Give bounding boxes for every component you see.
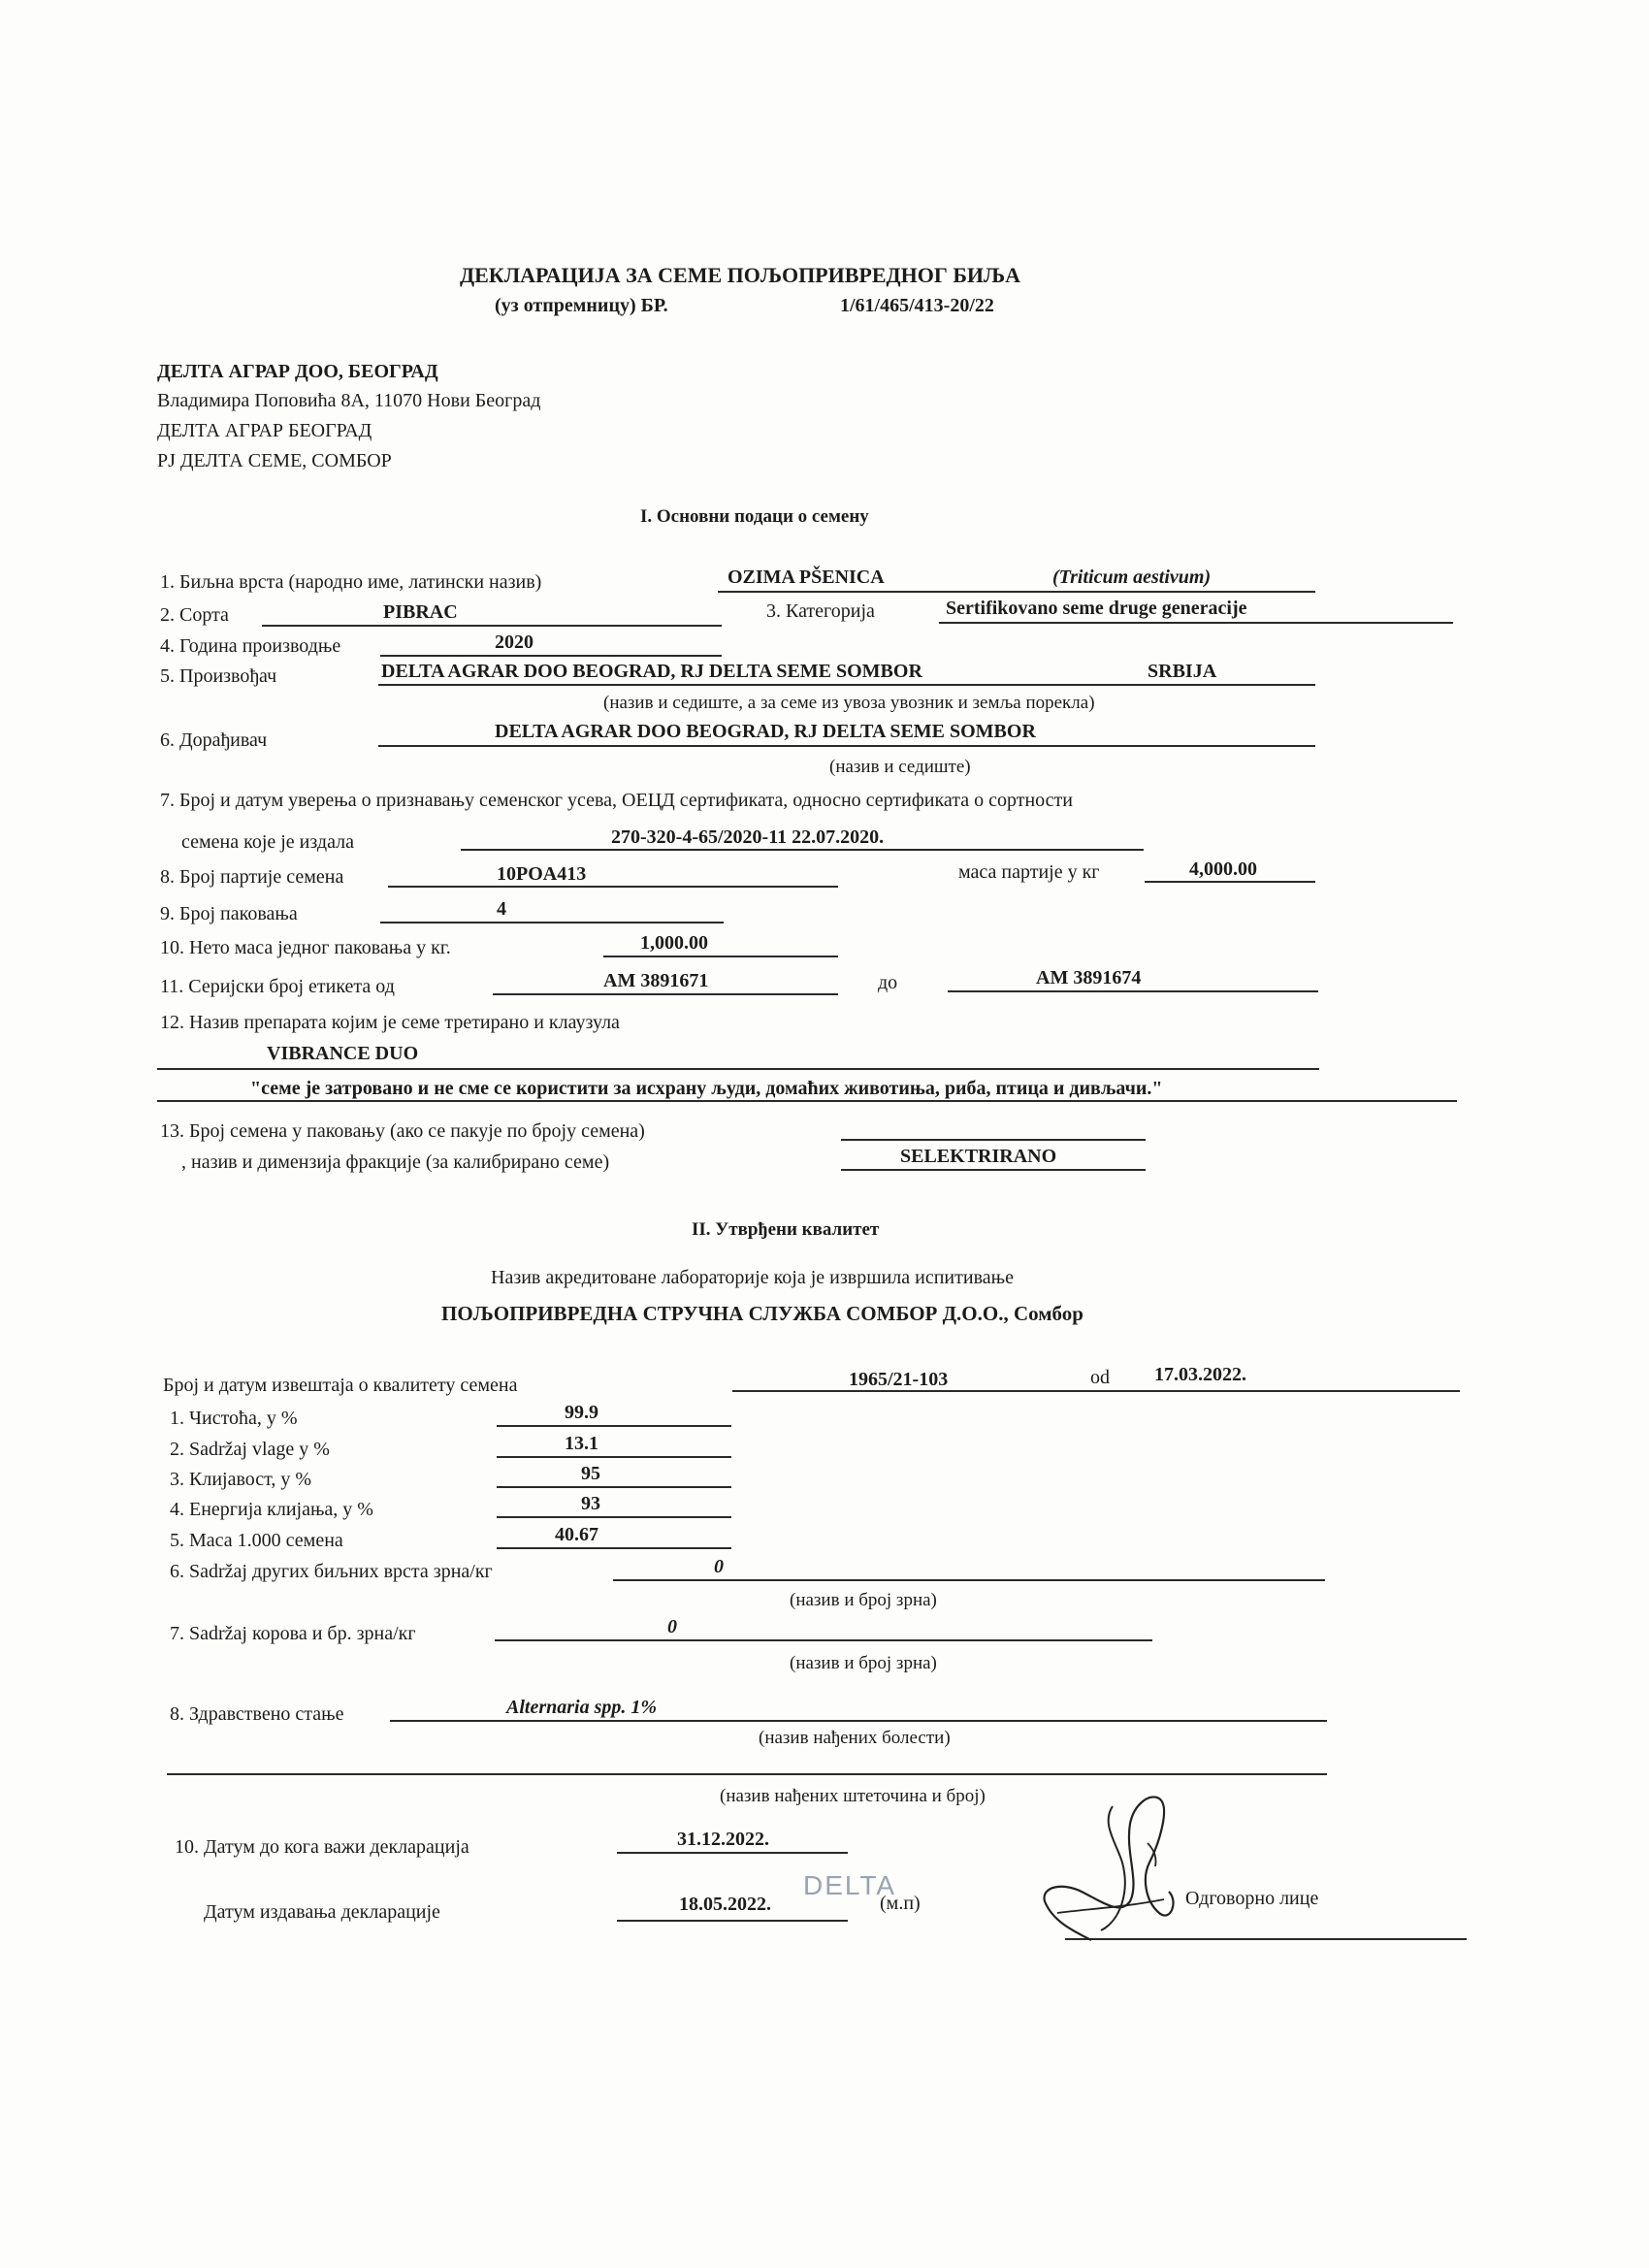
producer-label: 5. Произвођач [160,665,277,687]
weed-label: 7. Sadržaj корова и бр. зрна/кг [170,1623,416,1644]
treatment-line [157,1068,1319,1070]
purity-value: 99.9 [565,1402,598,1423]
lab-label: Назив акредитоване лабораторије која је извршила испитивање [491,1267,1014,1288]
issue-value: 18.05.2022. [679,1894,771,1915]
report-od: od [1090,1367,1110,1388]
net-mass-label: 10. Нето маса једног паковања у кг. [160,937,451,958]
lab-value: ПОЉОПРИВРЕДНА СТРУЧНА СЛУЖБА СОМБОР Д.О.О., Сомбор [441,1302,1083,1325]
count-label-2: , назив и димензија фракције (за калибрирано семе) [181,1151,610,1173]
net-mass-line [603,956,838,957]
cert-line [461,849,1144,851]
cert-value: 270-320-4-65/2020-11 22.07.2020. [611,826,885,848]
category-line [939,622,1453,624]
health-note: (назив нађених болести) [759,1728,951,1748]
health-label: 8. Здравствено стање [170,1703,344,1725]
labels-to-label: до [878,972,898,993]
packages-value: 4 [497,898,506,920]
variety-label: 2. Сорта [160,604,229,626]
category-value: Sertifikovano seme druge generacije [946,598,1247,619]
tkw-line [497,1547,731,1549]
year-label: 4. Година производње [160,635,341,657]
energy-label: 4. Енергија клијања, у % [170,1499,373,1520]
producer-country: SRBIJA [1148,661,1217,682]
treatment-clause: "семе је затровано и не сме се користити за исхрану људи, домаћих животиња, риба, птица и дивљачи." [250,1078,1163,1099]
company-address: Владимира Поповића 8А, 11070 Нови Београд [157,390,541,411]
germination-value: 95 [581,1463,600,1484]
responsible-person: Одговорно лице [1185,1888,1319,1909]
processor-line [378,745,1315,747]
moisture-line [497,1456,731,1458]
cert-label-2: семена које је издала [181,831,355,853]
processor-value: DELTA AGRAR DOO BEOGRAD, RJ DELTA SEME SOMBOR [495,721,1036,742]
treatment-value: VIBRANCE DUO [267,1043,419,1064]
company-line3: ДЕЛТА АГРАР БЕОГРАД [157,420,372,441]
document-title: ДЕКЛАРАЦИЈА ЗА СЕМЕ ПОЉОПРИВРЕДНОГ БИЉА [460,263,1020,287]
lot-value: 10POA413 [497,863,587,885]
valid-label: 10. Датум до кога важи декларација [175,1836,469,1858]
processor-label: 6. Дорађивач [160,729,268,751]
category-label: 3. Категорија [766,600,875,622]
count-line-2 [841,1169,1146,1171]
other-species-note: (назив и број зрна) [790,1590,937,1610]
packages-line [380,922,724,923]
health-value: Alternaria spp. 1% [506,1697,658,1718]
other-species-label: 6. Sadržaj других биљних врста зрна/кг [170,1561,493,1582]
species-line [718,591,1315,593]
germination-label: 3. Клијавост, у % [170,1469,312,1490]
issue-line [617,1920,848,1922]
purity-line [497,1425,731,1427]
report-date: 17.03.2022. [1154,1364,1246,1385]
species-latin: (Triticum aestivum) [1052,567,1212,588]
weed-value: 0 [667,1616,677,1637]
purity-label: 1. Чистоћа, у % [170,1408,298,1429]
year-line [380,655,722,657]
report-label: Број и датум извештаја о квалитету семена [163,1375,518,1396]
labels-to-line [948,990,1318,992]
tkw-value: 40.67 [555,1524,598,1545]
count-value: SELEKTRIRANO [900,1146,1057,1167]
labels-label: 11. Серијски број етикета од [160,976,395,997]
weed-note: (назив и број зрна) [790,1653,937,1673]
weed-line [495,1639,1152,1641]
producer-line [378,684,1315,686]
treatment-label: 12. Назив препарата којим је семе третирано и клаузула [160,1012,620,1033]
moisture-value: 13.1 [565,1433,598,1454]
section1-title: I. Основни подаци о семену [640,506,869,527]
lot-mass-label: маса партије у кг [958,861,1100,883]
producer-note: (назив и седиште, а за семе из увоза увозник и земља порекла) [603,693,1095,713]
valid-line [617,1852,848,1854]
health-line [390,1720,1327,1722]
report-line [732,1390,1460,1392]
species-value: OZIMA PŠENICA [728,567,885,588]
clause-line [157,1100,1457,1102]
count-label-1: 13. Број семена у паковању (ако се пакује по броју семена) [160,1120,645,1142]
species-label: 1. Биљна врста (народно име, латински назив) [160,571,542,593]
packages-label: 9. Број паковања [160,903,298,924]
labels-to: AM 3891674 [1036,967,1142,988]
labels-from-line [493,993,838,995]
lot-line [388,886,838,888]
signature-icon [1033,1785,1188,1950]
variety-line [262,625,722,627]
labels-from: AM 3891671 [603,970,709,991]
lot-label: 8. Број партије семена [160,866,344,888]
company-line4: РЈ ДЕЛТА СЕМЕ, СОМБОР [157,450,392,471]
energy-line [497,1516,731,1518]
report-number: 1965/21-103 [849,1369,949,1390]
document-number: 1/61/465/413-20/22 [840,295,994,316]
year-value: 2020 [495,632,534,653]
stamp-text: DELTA [803,1870,897,1900]
processor-note: (назив и седиште) [829,757,971,777]
lot-mass-line [1145,881,1315,883]
variety-value: PIBRAC [383,601,458,623]
cert-label-1: 7. Број и датум уверења о признавању семенског усева, ОЕЦД сертификата, односно сертификата о сортности [160,790,1073,811]
other-species-line [613,1579,1325,1581]
other-species-value: 0 [714,1556,724,1577]
pest-line [167,1773,1327,1775]
document-subtitle: (уз отпремницу) БР. [495,295,668,316]
issue-label: Датум издавања декларације [204,1901,440,1923]
germination-line [497,1486,731,1488]
section2-title: II. Утврђени квалитет [692,1219,880,1240]
net-mass-value: 1,000.00 [640,932,708,954]
energy-value: 93 [581,1493,600,1514]
valid-value: 31.12.2022. [677,1829,769,1850]
pest-note: (назив нађених штеточина и број) [720,1786,986,1806]
stamp-mp: (м.п) [880,1893,921,1914]
moisture-label: 2. Sadržaj vlage у % [170,1439,330,1460]
company-name: ДЕЛТА АГРАР ДОО, БЕОГРАД [157,361,438,382]
lot-mass-value: 4,000.00 [1189,859,1257,880]
producer-value: DELTA AGRAR DOO BEOGRAD, RJ DELTA SEME SOMBOR [381,661,922,682]
count-line-1 [841,1139,1146,1141]
tkw-label: 5. Маса 1.000 семена [170,1530,343,1551]
